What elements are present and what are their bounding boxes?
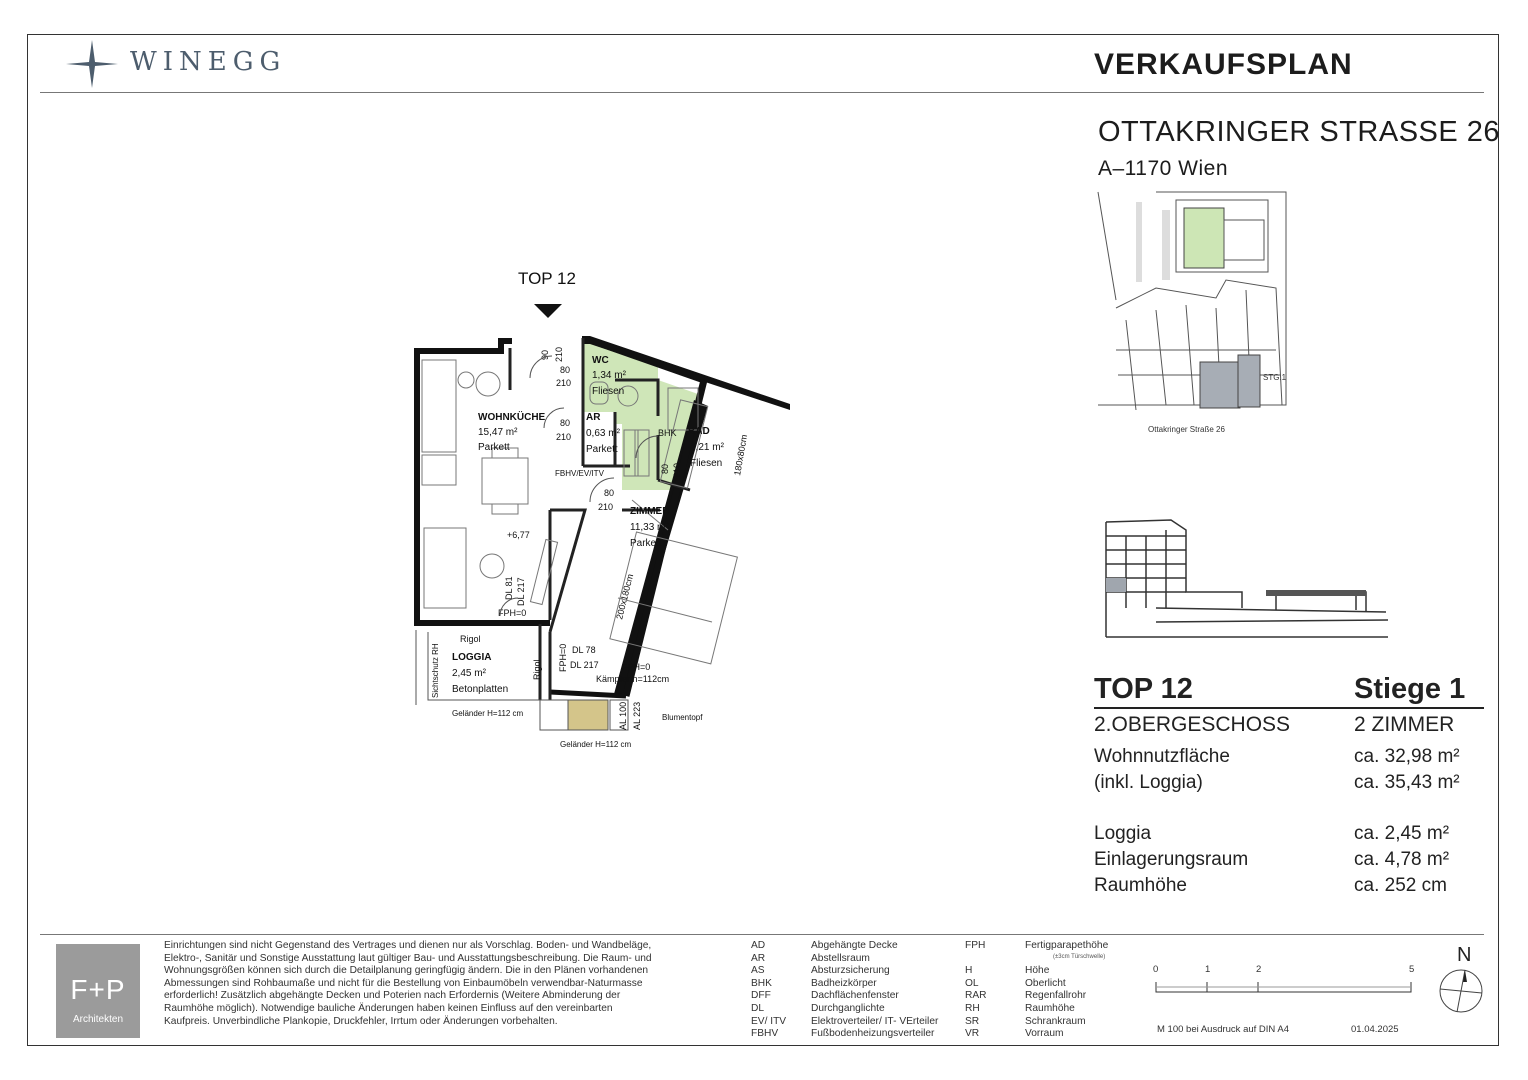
legend-text-col2: [1025, 940, 1108, 1041]
project-city: A–1170 Wien: [1098, 157, 1229, 180]
d90-label: 90: [540, 349, 550, 360]
legend-text: Abgehängte Decke: [811, 940, 898, 951]
fbhv-label: FBHV/EV/ITV: [555, 469, 604, 478]
row-value: ca. 2,45 m²: [1354, 823, 1450, 844]
room-bad-floor: Fliesen: [690, 458, 723, 469]
bath-tub-label: 180x80cm: [732, 433, 750, 477]
gelaender-label-2: Geländer H=112 cm: [560, 740, 632, 749]
rigol-label-1: Rigol: [460, 634, 481, 644]
room-loggia-area: 2,45 m²: [452, 668, 486, 679]
legend-text: Schrankraum: [1025, 1015, 1086, 1027]
row-value: ca. 32,98 m²: [1354, 746, 1460, 767]
height-label: +6,77: [507, 530, 530, 540]
legend-abbr: VR: [965, 1028, 980, 1040]
architect-logo-sub: Architekten: [72, 1014, 124, 1025]
sichtschutz-label: Sichtschutz RH: [431, 643, 440, 698]
row-label: Wohnnutzfläche: [1094, 746, 1230, 767]
room-wohnkueche-name: WOHNKÜCHE: [478, 412, 546, 423]
legend-text: Oberlicht: [1025, 977, 1066, 989]
room-ar-area: 0,63 m²: [586, 428, 620, 439]
legend-abbr-col2: [965, 940, 987, 1041]
legend-abbr: H: [965, 965, 973, 977]
dl78-label: DL 78: [572, 645, 596, 655]
scale-tick-1: 1: [1205, 964, 1211, 975]
north-compass-icon: [1437, 968, 1485, 1014]
legend-abbr: FBHV: [751, 1028, 779, 1040]
unit-top: TOP 12: [1094, 673, 1193, 705]
d80b-label: 80: [560, 418, 571, 428]
d210a-label: 210: [554, 346, 564, 362]
architect-logo: [56, 944, 140, 1038]
legend-abbr: BHK: [751, 977, 772, 989]
blumentopf-label: Blumentopf: [662, 713, 703, 722]
legend-abbr: DFF: [751, 990, 771, 1002]
kaempfer-label: Kämpfer h=112cm: [596, 674, 670, 684]
legend-abbr: AD: [751, 940, 766, 951]
room-wohnkueche-area: 15,47 m²: [478, 427, 518, 438]
compass-star-icon: [64, 38, 120, 90]
legend-abbr: RAR: [965, 990, 987, 1002]
fph-label-1: FPH=0: [498, 608, 527, 618]
floor-plan: [400, 260, 750, 760]
al223-label: AL 223: [632, 701, 642, 730]
d210c-label: 210: [556, 432, 572, 442]
legend-abbr: RH: [965, 1002, 980, 1014]
project-address: OTTAKRINGER STRASSE 26: [1098, 116, 1501, 148]
legend-abbr: EV/ ITV: [751, 1015, 787, 1027]
header-divider: [40, 92, 1484, 93]
disclaimer-text: Einrichtungen sind nicht Gegenstand des Vertrages und dienen nur als Vorschlag. Boden- und Wandbeläge, Elektro-, Sanitär und Sonstige Ausstattung laut gültiger Bau- und Ausstattungsbeschreibung. Die Raum- und Wohnungsgrößen können sich durch die Detailplanung geringfügig ändern. Die in den Plänen vorhandenen Abmessungen sind Rohbaumaße und nicht für die Bestellung von Einbaumöbeln verwendbar-Naturmasse erforderlich! Zusätzlich abgehängte Decken und Poterien nach Erfordernis (Weitere Abminderung der Raumhöhe möglich). Notwendige bauliche Änderungen haben keinen Einfluss auf den vereinbarten Kaufpreis. Unverbindliche Plankopie, Druckfehler, Irrtum oder Änderungen vorbehalten.: [164, 940, 652, 1027]
unit-floor: 2.OBERGESCHOSS: [1094, 713, 1291, 736]
room-loggia-name: LOGGIA: [452, 652, 492, 663]
site-plan: [1096, 190, 1286, 440]
row-value: ca. 4,78 m²: [1354, 849, 1450, 870]
d80c-label: 80: [604, 488, 615, 498]
gelaender-label-1: Geländer H=112 cm: [452, 709, 524, 718]
room-ar-name: AR: [586, 412, 601, 423]
legend-text: Höhe: [1025, 965, 1050, 977]
legend-text: Elektroverteiler/ IT- VErteiler: [811, 1015, 939, 1027]
scale-bar: [1155, 980, 1417, 996]
building-section: [1096, 512, 1392, 642]
dl217a-label: DL 217: [516, 577, 526, 606]
room-ar-floor: Parkett: [586, 444, 618, 455]
legend-abbr: AS: [751, 965, 765, 977]
legend-text: Raumhöhe: [1025, 1002, 1075, 1014]
room-bad-name: BAD: [688, 426, 710, 437]
d80a-label: 80: [560, 365, 571, 375]
room-zimmer-floor: Parkett: [630, 538, 662, 549]
room-loggia-floor: Betonplatten: [452, 684, 509, 695]
architect-logo-text: F+P: [70, 974, 126, 1005]
legend-text: Abstellsraum: [811, 952, 870, 964]
legend-abbr: SR: [965, 1015, 980, 1027]
legend-text: Durchganglichte: [811, 1002, 885, 1014]
row-label: Loggia: [1094, 823, 1152, 844]
d210b-label: 210: [556, 378, 572, 388]
fph-label-3: FPH=0: [622, 662, 651, 672]
legend-abbr-col1: [751, 940, 786, 1041]
unit-stair: Stiege 1: [1354, 673, 1466, 705]
legend-text: Absturzsicherung: [811, 965, 890, 977]
legend-text: Vorraum: [1025, 1028, 1064, 1040]
room-bad-area: 4,21 m²: [690, 442, 724, 453]
row-label: Raumhöhe: [1094, 875, 1187, 896]
plan-title: VERKAUFSPLAN: [1094, 48, 1353, 81]
room-zimmer-area: 11,33 m²: [630, 522, 669, 533]
fph-label-2: FPH=0: [558, 643, 568, 672]
legend-abbr: AR: [751, 952, 766, 964]
legend-abbr: DL: [751, 1002, 765, 1014]
dl81-label: DL 81: [504, 576, 514, 600]
room-wc-name: WC: [592, 355, 609, 366]
legend-text: Regenfallrohr: [1025, 990, 1087, 1002]
footer-divider: [40, 934, 1484, 935]
room-wc-area: 1,34 m²: [592, 370, 626, 381]
legend-text: Dachflächenfenster: [811, 990, 899, 1002]
row-value: ca. 35,43 m²: [1354, 772, 1460, 793]
d210e-label: 210: [672, 462, 682, 478]
room-wohnkueche-floor: Parkett: [478, 442, 510, 453]
north-arrow: [1437, 944, 1487, 1014]
north-label: N: [1457, 944, 1472, 966]
legend-text: Badheizkörper: [811, 977, 877, 989]
row-value: ca. 252 cm: [1354, 875, 1447, 896]
legend-abbr: OL: [965, 977, 979, 989]
d210d-label: 210: [598, 502, 614, 512]
rigol-label-2: Rigol: [532, 659, 542, 680]
top-label: TOP 12: [518, 269, 576, 288]
scale-tick-0: 0: [1153, 964, 1159, 975]
entry-arrow-icon: [534, 304, 562, 318]
legend-text-col1: [811, 940, 938, 1041]
dl217b-label: DL 217: [570, 660, 599, 670]
brand-name: WINEGG: [130, 47, 287, 77]
legend-text: Fertigparapethöhe: [1025, 940, 1109, 951]
site-stair-label: STG.1: [1263, 373, 1287, 382]
legend-text: Fußbodenheizungsverteiler: [811, 1028, 935, 1040]
row-label: (inkl. Loggia): [1094, 772, 1203, 793]
bhk-label: BHK: [658, 428, 677, 438]
al100-label: AL 100: [618, 701, 628, 730]
scale-tick-2: 2: [1256, 964, 1262, 975]
row-label: Einlagerungsraum: [1094, 849, 1249, 870]
legend-abbr: FPH: [965, 940, 986, 951]
plan-date: 01.04.2025: [1351, 1024, 1399, 1035]
scale-tick-5: 5: [1409, 964, 1415, 975]
bed-label: 200x180cm: [614, 572, 636, 621]
site-street-label: Ottakringer Straße 26: [1148, 425, 1225, 434]
room-zimmer-name: ZIMMER: [630, 506, 670, 517]
scale-note: M 100 bei Ausdruck auf DIN A4: [1157, 1024, 1290, 1035]
d80d-label: 80: [660, 463, 670, 474]
room-wc-floor: Fliesen: [592, 386, 625, 397]
fph-note: (±3cm Türschwelle): [1053, 953, 1106, 960]
unit-rooms: 2 ZIMMER: [1354, 713, 1455, 736]
unit-divider: [1094, 707, 1484, 709]
